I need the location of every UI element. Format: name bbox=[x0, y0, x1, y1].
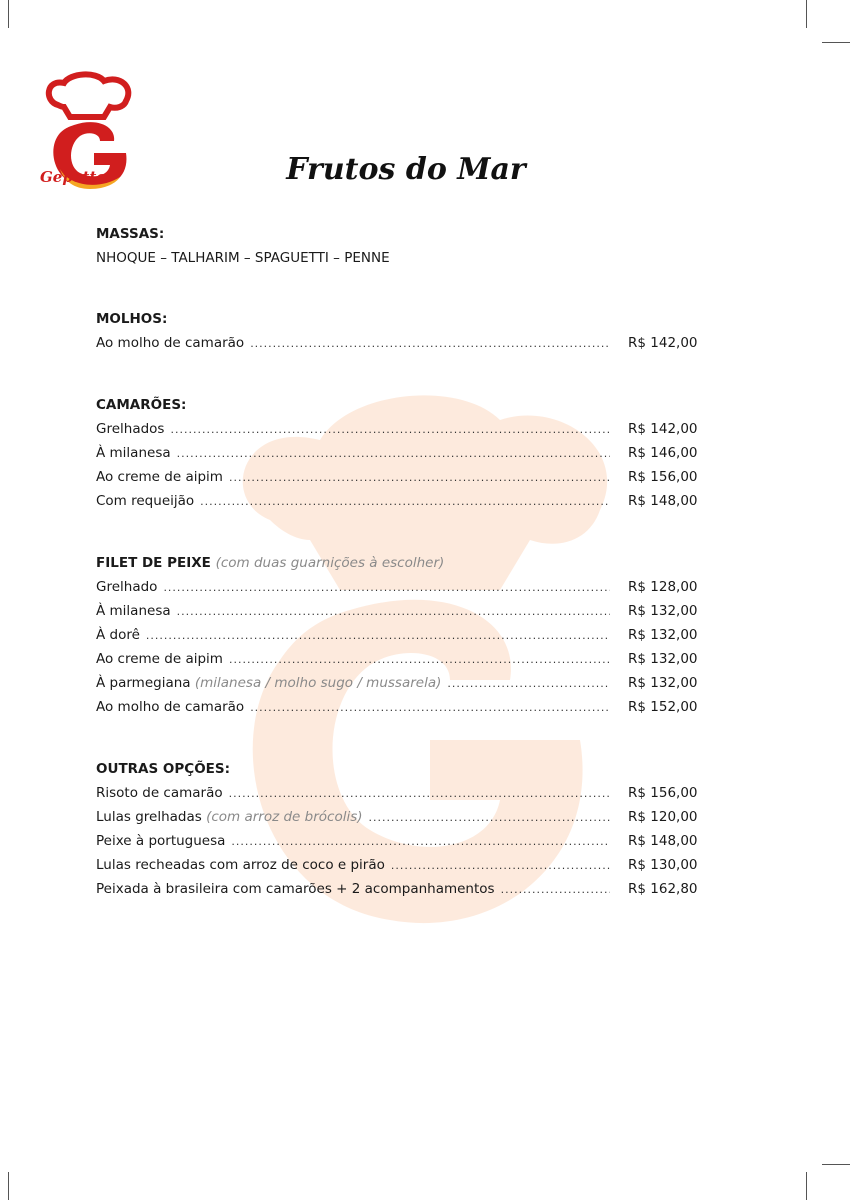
section-title bbox=[96, 551, 716, 575]
section-title: CAMARÕES: bbox=[96, 397, 187, 413]
item-name: Ao creme de aipim bbox=[96, 469, 223, 485]
item-price: R$ 156,00 bbox=[628, 469, 698, 485]
item-price: R$ 142,00 bbox=[628, 421, 698, 437]
menu-item bbox=[96, 417, 716, 441]
item-price: R$ 132,00 bbox=[628, 603, 698, 619]
menu-item bbox=[96, 671, 716, 695]
section-outras-opcoes bbox=[96, 757, 716, 901]
menu-item bbox=[96, 781, 716, 805]
item-name: Com requeijão bbox=[96, 493, 195, 509]
section-title: OUTRAS OPÇÕES: bbox=[96, 761, 231, 777]
menu-item bbox=[96, 623, 716, 647]
dot-leader bbox=[229, 782, 610, 806]
item-name: Peixe à portuguesa bbox=[96, 833, 226, 849]
item-name: À dorê bbox=[96, 627, 140, 643]
item-price: R$ 132,00 bbox=[628, 651, 698, 667]
item-price: R$ 120,00 bbox=[628, 809, 698, 825]
item-name-text: À parmegiana bbox=[96, 675, 191, 691]
brand-name: Gepetto bbox=[40, 168, 107, 186]
section-molhos bbox=[96, 307, 716, 355]
section-title-text: FILET DE PEIXE bbox=[96, 555, 211, 571]
dot-leader bbox=[177, 442, 610, 466]
item-price: R$ 148,00 bbox=[628, 833, 698, 849]
item-price: R$ 156,00 bbox=[628, 785, 698, 801]
section-massas bbox=[96, 222, 716, 270]
dot-leader bbox=[250, 332, 610, 356]
dot-leader bbox=[229, 648, 610, 672]
item-name bbox=[96, 671, 441, 695]
item-name: Grelhado bbox=[96, 579, 158, 595]
item-price: R$ 148,00 bbox=[628, 493, 698, 509]
page-title: Frutos do Mar bbox=[286, 152, 526, 187]
item-name bbox=[96, 805, 363, 829]
item-name-text: Lulas grelhadas bbox=[96, 809, 202, 825]
item-price: R$ 152,00 bbox=[628, 699, 698, 715]
section-camaroes bbox=[96, 393, 716, 513]
section-title: MASSAS: bbox=[96, 226, 165, 242]
crop-mark-bottom-left bbox=[8, 1172, 9, 1200]
pasta-list: NHOQUE – TALHARIM – SPAGUETTI – PENNE bbox=[96, 250, 390, 266]
item-price: R$ 142,00 bbox=[628, 335, 698, 351]
item-name: Grelhados bbox=[96, 421, 165, 437]
item-note: (milanesa / molho sugo / mussarela) bbox=[194, 675, 442, 691]
dot-leader bbox=[250, 696, 610, 720]
dot-leader bbox=[391, 854, 610, 878]
item-price: R$ 146,00 bbox=[628, 445, 698, 461]
item-note: (com arroz de brócolis) bbox=[206, 809, 363, 825]
dot-leader bbox=[163, 576, 610, 600]
menu-item bbox=[96, 465, 716, 489]
menu-item bbox=[96, 695, 716, 719]
menu-item bbox=[96, 331, 716, 355]
dot-leader bbox=[231, 830, 610, 854]
dot-leader bbox=[229, 466, 610, 490]
item-name: À milanesa bbox=[96, 445, 171, 461]
menu-item bbox=[96, 877, 716, 901]
crop-mark-top-right bbox=[806, 0, 807, 28]
item-price: R$ 132,00 bbox=[628, 627, 698, 643]
menu-item bbox=[96, 647, 716, 671]
item-name: Risoto de camarão bbox=[96, 785, 223, 801]
item-price: R$ 162,80 bbox=[628, 881, 698, 897]
item-name: Peixada à brasileira com camarões + 2 acompanhamentos bbox=[96, 881, 495, 897]
item-price: R$ 132,00 bbox=[628, 675, 698, 691]
section-filet-de-peixe bbox=[96, 551, 716, 719]
crop-mark-top-left bbox=[8, 0, 9, 28]
menu-content bbox=[96, 222, 716, 901]
crop-mark-right-lower bbox=[822, 1164, 850, 1165]
menu-item bbox=[96, 575, 716, 599]
dot-leader bbox=[170, 418, 610, 442]
item-name: À milanesa bbox=[96, 603, 171, 619]
menu-item bbox=[96, 489, 716, 513]
menu-item bbox=[96, 441, 716, 465]
section-title: MOLHOS: bbox=[96, 311, 168, 327]
dot-leader bbox=[200, 490, 610, 514]
section-note: (com duas guarnições à escolher) bbox=[215, 555, 445, 571]
menu-item bbox=[96, 853, 716, 877]
item-price: R$ 128,00 bbox=[628, 579, 698, 595]
menu-item bbox=[96, 805, 716, 829]
menu-item bbox=[96, 829, 716, 853]
item-name: Ao molho de camarão bbox=[96, 699, 245, 715]
crop-mark-right-upper bbox=[822, 42, 850, 43]
dot-leader bbox=[146, 624, 610, 648]
item-name: Lulas recheadas com arroz de coco e pirão bbox=[96, 857, 385, 873]
crop-mark-bottom-right bbox=[806, 1172, 807, 1200]
dot-leader bbox=[177, 600, 610, 624]
menu-item bbox=[96, 599, 716, 623]
dot-leader bbox=[369, 806, 610, 830]
item-price: R$ 130,00 bbox=[628, 857, 698, 873]
dot-leader bbox=[501, 878, 610, 902]
item-name: Ao molho de camarão bbox=[96, 335, 245, 351]
dot-leader bbox=[447, 672, 610, 696]
item-name: Ao creme de aipim bbox=[96, 651, 223, 667]
